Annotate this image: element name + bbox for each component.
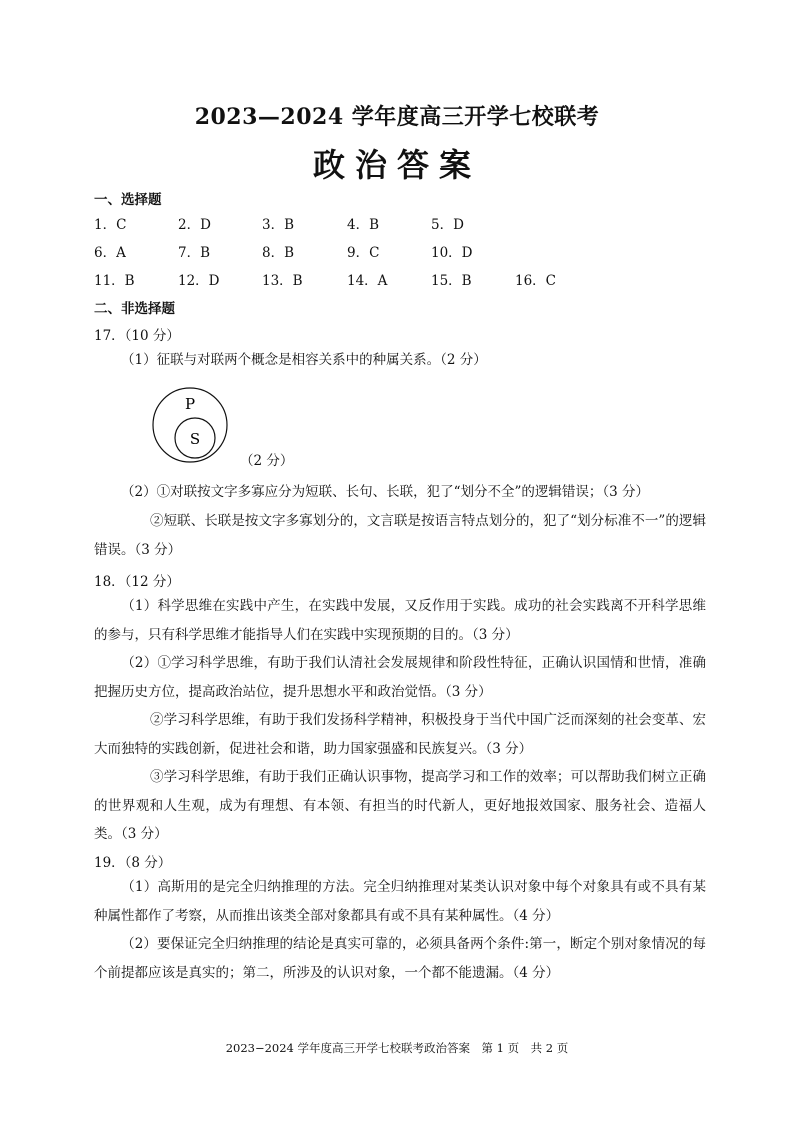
page-footer: 2023−2024 学年度高三开学七校联考政治答案 第 1 页 共 2 页	[225, 1041, 569, 1055]
q19-part1-text: （1）高斯用的是完全归纳推理的方法。完全归纳推理对某类认识对象中每个对象具有或不具有某种属性都作了考察，从而推出该类全部对象都具有或不具有某种属性。（4 分）	[94, 879, 706, 924]
mc-answer: 9．C	[347, 245, 380, 261]
label-p: P	[184, 395, 196, 413]
mc-answer: 7．B	[178, 245, 211, 261]
q19-header: 19．（8 分）	[94, 855, 172, 871]
section-choice-title: 一、选择题	[94, 192, 162, 208]
label-s: S	[189, 430, 201, 448]
mc-answer: 5．D	[431, 217, 464, 233]
q19-part2	[94, 930, 706, 987]
q17-part2b-text: ②短联、长联是按文字多寡划分的，文言联是按语言特点划分的，犯了“划分标准不一”的逻辑错误。（3 分）	[94, 513, 706, 558]
mc-answer: 14．A	[347, 273, 388, 289]
venn-points: （2 分）	[240, 453, 294, 469]
q17-header: 17．（10 分）	[94, 328, 180, 344]
q18-part2c-text: ③学习科学思维，有助于我们正确认识事物，提高学习和工作的效率；可以帮助我们树立正确的世界观和人生观，成为有理想、有本领、有担当的时代新人，更好地报效国家、服务社会、造福人类。（3 分）	[94, 769, 706, 842]
mc-answer: 3．B	[262, 217, 295, 233]
mc-answer: 16．C	[515, 273, 557, 289]
q17-part2-text: （2）①对联按文字多寡应分为短联、长句、长联，犯了“划分不全”的逻辑错误；（3 分）	[121, 484, 650, 500]
q18-part1-text: （1）科学思维在实践中产生，在实践中发展，又反作用于实践。成功的社会实践离不开科学思维的参与，只有科学思维才能指导人们在实践中实现预期的目的。（3 分）	[94, 598, 706, 643]
section-nonchoice-title: 二、非选择题	[94, 301, 175, 317]
q18-part2b	[94, 706, 706, 763]
mc-answer: 6．A	[94, 245, 126, 261]
mc-answer: 1．C	[94, 217, 127, 233]
mc-answer: 8．B	[262, 245, 295, 261]
q18-part2b-text: ②学习科学思维，有助于我们发扬科学精神，积极投身于当代中国广泛而深刻的社会变革、宏大而独特的实践创新，促进社会和谐，助力国家强盛和民族复兴。（3 分）	[94, 712, 706, 757]
mc-answer: 4．B	[347, 217, 380, 233]
q19-part2-text: （2）要保证完全归纳推理的结论是真实可靠的，必须具备两个条件:第一，断定个别对象情况的每个前提都应该是真实的；第二，所涉及的认识对象，一个都不能遗漏。（4 分）	[94, 936, 706, 981]
mc-answer: 15．B	[431, 273, 472, 289]
mc-answer: 11．B	[94, 273, 135, 289]
q18-header: 18．（12 分）	[94, 574, 180, 590]
mc-answer: 2．D	[178, 217, 211, 233]
q19-part1	[94, 873, 706, 930]
q18-part2-text: （2）①学习科学思维，有助于我们认清社会发展规律和阶段性特征，正确认识国情和世情，准确把握历史方位，提高政治站位，提升思想水平和政治觉悟。（3 分）	[94, 655, 706, 700]
q17-part1-text: （1）征联与对联两个概念是相容关系中的种属关系。（2 分）	[121, 352, 487, 368]
q17-part2	[94, 478, 706, 507]
mc-answer: 12．D	[178, 273, 220, 289]
page-subtitle: 政治答案	[312, 146, 481, 184]
mc-answer: 10．D	[431, 245, 473, 261]
q18-part2	[94, 649, 706, 706]
venn-diagram	[150, 385, 230, 469]
q18-part1	[94, 592, 706, 649]
page-title: 2023—2024 学年度高三开学七校联考	[194, 104, 600, 130]
q17-part2b	[94, 507, 706, 564]
q18-part2c	[94, 763, 706, 849]
mc-answer: 13．B	[262, 273, 303, 289]
q17-part1	[94, 346, 706, 375]
venn-svg	[150, 385, 230, 465]
